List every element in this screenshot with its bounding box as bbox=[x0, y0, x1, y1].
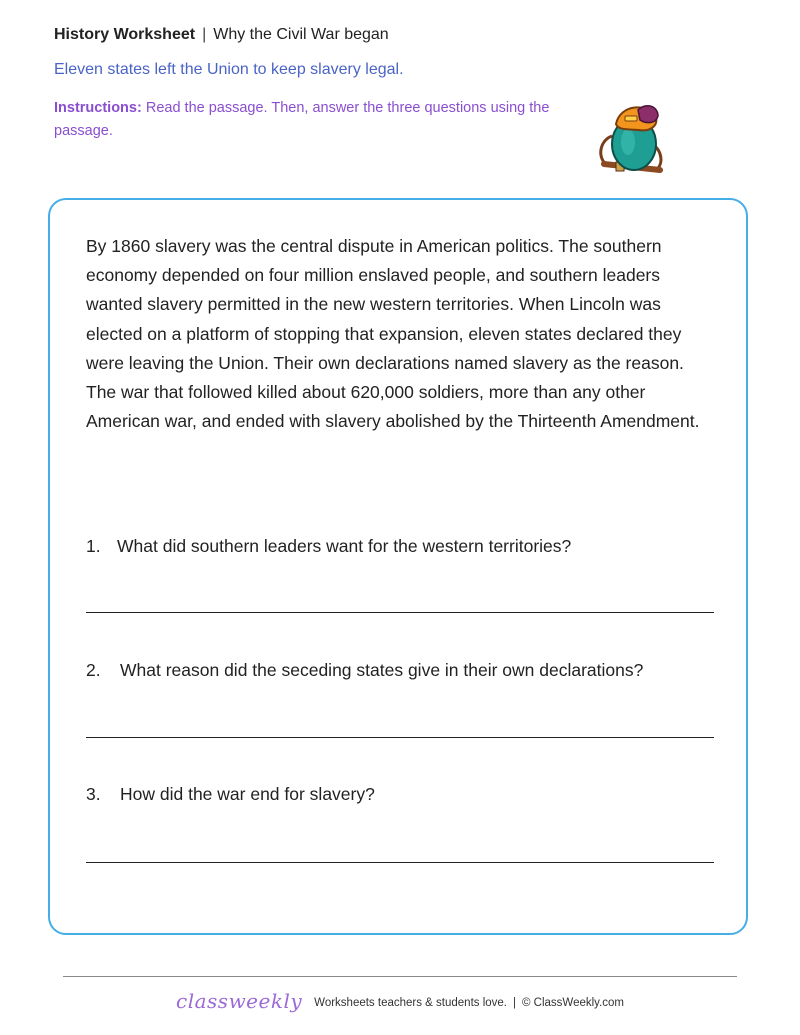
question-number: 3. bbox=[86, 784, 101, 804]
question-2 bbox=[86, 660, 643, 681]
question-3 bbox=[86, 784, 375, 805]
question-text: What reason did the seceding states give in their own declarations? bbox=[120, 660, 644, 680]
footer bbox=[0, 989, 800, 1013]
answer-line-3[interactable] bbox=[86, 862, 714, 863]
worksheet-topic: Why the Civil War began bbox=[213, 26, 389, 43]
backpack-icon bbox=[594, 96, 674, 180]
question-text: What did southern leaders want for the western territories? bbox=[117, 536, 572, 556]
footer-copyright: © ClassWeekly.com bbox=[522, 997, 624, 1009]
reading-passage: By 1860 slavery was the central dispute in American politics. The southern economy depended on four million enslaved people, and southern leaders wanted slavery permitted in the new western territories. When Lincoln was elected on a platform of stopping that expansion, eleven states declared they were leaving the Union. Their own declarations named slavery as the reason. The war that followed killed about 620,000 soldiers, more than any other American war, and ended with slavery abolished by the Thirteenth Amendment. bbox=[86, 236, 700, 432]
question-number: 1. bbox=[86, 536, 101, 556]
question-text: How did the war end for slavery? bbox=[120, 784, 375, 804]
answer-line-1[interactable] bbox=[86, 612, 714, 613]
question-1 bbox=[86, 536, 571, 557]
answer-line-2[interactable] bbox=[86, 737, 714, 738]
question-number: 2. bbox=[86, 660, 101, 680]
instructions-text: Read the passage. Then, answer the three questions using the passage. bbox=[54, 100, 550, 139]
header-separator: | bbox=[202, 26, 207, 43]
footer-divider bbox=[63, 976, 737, 977]
worksheet-subject: History Worksheet bbox=[54, 26, 196, 43]
instructions bbox=[54, 97, 574, 143]
footer-tagline: Worksheets teachers & students love. bbox=[314, 997, 507, 1009]
worksheet-subtitle: Eleven states left the Union to keep slavery legal. bbox=[54, 61, 404, 78]
worksheet-header bbox=[54, 26, 389, 44]
instructions-label: Instructions: bbox=[54, 100, 142, 116]
footer-separator: | bbox=[513, 997, 516, 1009]
brand-logo: classweekly bbox=[176, 989, 303, 1013]
